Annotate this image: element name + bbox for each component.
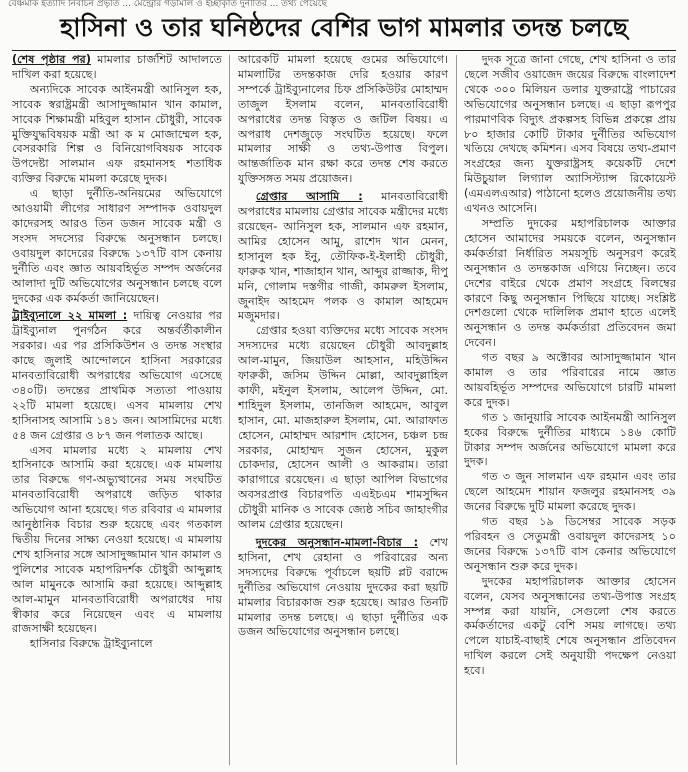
article-column-2 bbox=[238, 53, 448, 767]
paragraph: গত ৩ জুন সালমান এফ রহমান এবং তার ছেলে আহমেদ শায়ান ফজলুর রহমানসহ ৩৯ জনের বিরুদ্ধে দুটি মামলা করেছে দুদক। bbox=[464, 470, 676, 514]
paragraph: আরেকটি মামলা হয়েছে গুমের অভিযোগে। মামলাটির তদন্তকাজ দেরি হওয়ার কারণ সম্পর্কে ট্রাইব্যুনালের চিফ প্রসিকিউটর মোহাম্মদ তাজুল ইসলাম বলেন, মানবতাবিরোধী অপরাধের তদন্ত বিস্তৃত ও জটিল বিষয়। এ অপরাধ দেশজুড়ে সংঘটিত হয়েছে। ফলে মামলার সাক্ষী ও তথ্য-উপাত্ত বিপুল। আন্তর্জাতিক মান রক্ষা করে তদন্ত শেষ করতে যুক্তিসঙ্গত সময় প্রয়োজন। bbox=[238, 53, 448, 186]
subheading: গ্রেপ্তার আসামি : bbox=[255, 190, 363, 204]
paragraph: সম্প্রতি দুদকের মহাপরিচালক আক্তার হোসেন আমাদের সময়কে বলেন, অনুসন্ধান কর্মকর্তারা নির্ধারিত সময়সূচি অনুসরণ করেই অনুসন্ধান ও তদন্তকাজ এগিয়ে নিচ্ছেন। তবে দেশের বাইরে থেকে প্রমাণ সংগ্রহে বিলম্বের কারণে কিছু অনুসন্ধান পিছিয়ে যাচ্ছে। সংশ্লিষ্ট দেশগুলো থেকে দালিলিক প্রমাণ হাতে এলেই অনুসন্ধান ও তদন্ত কর্মকর্তারা প্রতিবেদন জমা দেবেন। bbox=[464, 216, 676, 350]
column-divider bbox=[456, 55, 457, 765]
continued-marker: (শেষ পৃষ্ঠার পর) bbox=[12, 53, 91, 66]
paragraph: এসব মামলার মধ্যে ২ মামলায় শেখ হাসিনাকে আসামি করা হয়েছে। এক মামলায় তার বিরুদ্ধে গণ-অভ্যুত্থানের সময় সংঘটিত মানবতাবিরোধী অপরাধে জড়িত থাকার অভিযোগ আনা হয়েছে। গত রবিবার এ মামলার আনুষ্ঠানিক বিচার শুরু হয়েছে এবং গতকাল দ্বিতীয় দিনের সাক্ষ্য নেওয়া হয়েছে। এ মামলায় শেখ হাসিনার সঙ্গে আসাদুজ্জামান খান কামাল ও পুলিশের সাবেক মহাপরিদর্শক চৌধুরী আব্দুল্লাহ আল মামুনকে আসামি করা হয়েছে। আব্দুল্লাহ আল-মামুন মানবতাবিরোধী অপরাধের দায় স্বীকার করে নিয়েছেন এবং এ মামলায় রাজসাক্ষী হয়েছেন। bbox=[12, 443, 222, 636]
paragraph: গত বছর ১৯ ডিসেম্বর সাবেক সড়ক পরিবহন ও সেতুমন্ত্রী ওবায়দুল কাদেরসহ ১০ জনের বিরুদ্ধে ১৩৭টি বাস কেনার অভিযোগে অনুসন্ধান শুরু করে দুদক। bbox=[464, 515, 676, 573]
paragraph: গত ১ জানুয়ারি সাবেক আইনমন্ত্রী আনিসুল হকের বিরুদ্ধে দুর্নীতির মাধ্যমে ১৪৬ কোটি টাকার সম্পদ অর্জনের অভিযোগে মামলা করে দুদক। bbox=[464, 410, 676, 469]
article-column-1 bbox=[12, 53, 222, 767]
paragraph: গ্রেপ্তার হওয়া ব্যক্তিদের মধ্যে সাবেক সংসদ সদস্যদের মধ্যে রয়েছেন চৌধুরী আবদুল্লাহ আল-মামুন, জিয়াউল আহসান, মহিউদ্দিন ফারুকী, জসিম উদ্দিন মোল্লা, আবদুল্লাহিল কাফী, মইনুল ইসলাম, আলেপ উদ্দিন, মো. শাহিদুল ইসলাম, তানজিল আহমেদ, আবুল হাসান, মো. মাজহারুল ইসলাম, মো. আরাফাত হোসেন, মোহাম্মদ আরশাদ হোসেন, চঞ্চল চন্দ্র সরকার, মোহাম্মদ সুজন হোসেন, মুকুল চোকদার, হোসেন আলী ও আকরাম। তারা কারাগারে রয়েছেন। এ ছাড়া আপিল বিভাগের অবসরপ্রাপ্ত বিচারপতি এএইচএম শামসুদ্দিন চৌধুরী মানিক ও সাবেক জ্যেষ্ঠ সচিব জাহাংগীর আলম গ্রেপ্তার হয়েছেন। bbox=[238, 324, 448, 532]
paragraph: ট্রাইব্যুনালে ২২ মামলা : দায়িত্ব নেওয়ার পর ট্রাইব্যুনাল পুনর্গঠন করে অন্তর্বর্তীকালীন সরকার। এর পর প্রসিকিউশন ও তদন্ত সংস্থার কাছে জুলাই আন্দোলনে হাসিনা সরকারের মানবতাবিরোধী অপরাধের অভিযোগ এসেছে ৩৪০টি। তদন্তের প্রাথমিক সত্যতা পাওয়ায় ২২টি মামলা হয়েছে। এসব মামলায় শেখ হাসিনাসহ আসামি ১৪১ জন। আসামিদের মধ্যে ৫৪ জন গ্রেপ্তার ও ৮৭ জন পলাতক আছে। bbox=[12, 309, 222, 442]
paragraph: এ ছাড়া দুর্নীতি-অনিয়মের অভিযোগে আওয়ামী লীগের সাধারণ সম্পাদক ওবায়দুল কাদেরসহ আরও তিন ডজন সাবেক মন্ত্রী ও সংসদ সদস্যের বিরুদ্ধে অনুসন্ধান চলছে। ওবায়দুল কাদেরের বিরুদ্ধে ১৩৭টি বাস কেনায় দুর্নীতি এবং জ্ঞাত আয়বহির্ভূত সম্পদ অর্জনের আলাদা দুটি অভিযোগের অনুসন্ধান চলছে বলে দুদকের এক কর্মকর্তা জানিয়েছেন। bbox=[12, 187, 222, 305]
article-column-3 bbox=[464, 53, 676, 767]
paragraph: হাসিনার বিরুদ্ধে ট্রাইব্যুনালে bbox=[29, 637, 153, 651]
headline-rule bbox=[12, 50, 676, 51]
paragraph: দুদক সূত্রে জানা গেছে, শেখ হাসিনা ও তার ছেলে সজীব ওয়াজেদ জয়ের বিরুদ্ধে বাংলাদেশ থেকে ৩০০ মিলিয়ন ডলার যুক্তরাষ্ট্রে পাচারের অভিযোগের অনুসন্ধান চলছে। এ ছাড়া রূপপুর পারমাণবিক বিদ্যুৎ প্রকল্পসহ বিভিন্ন প্রকল্পে প্রায় ৮০ হাজার কোটি টাকার দুর্নীতির অভিযোগ খতিয়ে দেখছে কমিশন। এসব বিষয়ে তথ্য-প্রমাণ সংগ্রহের জন্য যুক্তরাষ্ট্রসহ কয়েকটি দেশে মিউচুয়াল লিগ্যাল অ্যাসিস্ট্যান্স রিকোয়েস্ট (এমএলএআর) পাঠানো হলেও প্রয়োজনীয় তথ্য এখনও আসেনি। bbox=[464, 53, 676, 216]
article-headline: হাসিনা ও তার ঘনিষ্ঠদের বেশির ভাগ মামলার তদন্ত চলছে bbox=[60, 12, 628, 42]
paragraph: (শেষ পৃষ্ঠার পর) মামলার চার্জশিট আদালতে দাখিল করা হয়েছে। bbox=[12, 53, 222, 81]
paragraph: দুদকের মহাপরিচালক আক্তার হোসেন বলেন, যেসব অনুসন্ধানের তথ্য-উপাত্ত সংগ্রহ সম্পন্ন করা যায়নি, সেগুলো শেষ করতে কর্মকর্তাদের একটু বেশি সময় লাগছে। তথ্য পেলে যাচাই-বাছাই শেষে অনুসন্ধান প্রতিবেদন দাখিল করলে সেই অনুযায়ী পদক্ষেপ নেওয়া হবে। bbox=[464, 574, 676, 678]
subheading: ট্রাইব্যুনালে ২২ মামলা : bbox=[12, 309, 128, 323]
paragraph: দুদকের অনুসন্ধান-মামলা-বিচার : শেখ হাসিনা, শেখ রেহানা ও পরিবারের অন্য সদস্যদের বিরুদ্ধে পূর্বাচলে ছয়টি প্লট বরাদ্দে দুর্নীতির অভিযোগ নেওয়ায় দুদকের করা ছয়টি মামলার বিচারকাজ শুরু হয়েছে। আরও তিনটি মামলার তদন্ত চলছে। এ ছাড়া দুর্নীতির এক ডজন অভিযোগের অনুসন্ধান চলছে। bbox=[238, 536, 448, 639]
previous-article-strip: বেঞ্চমার্ক ইত্যাদি নির্বাচন প্রভৃতি ... মেন্ট্রোর গড়মিলি ও ইচ্ছাকৃতি দুর্নীতির ... তথ্য পেয়েছে bbox=[8, 0, 327, 8]
column-divider bbox=[229, 55, 230, 765]
paragraph: গ্রেপ্তার আসামি : মানবতাবিরোধী অপরাধের মামলায় গ্রেপ্তার সাবেক মন্ত্রীদের মধ্যে রয়েছেন- আনিসুল হক, সালমান এফ রহমান, আমির হোসেন আমু, রাশেদ খান মেনন, হাসানুল হক ইনু, তৌফিক-ই-ইলাহী চৌধুরী, ফারুক খান, শাজাহান খান, আব্দুর রাজ্জাক, দীপু মনি, গোলাম দস্তগীর গাজী, কামরুল ইসলাম, জুনাইদ আহমেদ পলক ও কামাল আহমেদ মজুমদার। bbox=[238, 190, 448, 323]
subheading: দুদকের অনুসন্ধান-মামলা-বিচার : bbox=[255, 536, 419, 549]
paragraph: অন্যদিকে সাবেক আইনমন্ত্রী আনিসুল হক, সাবেক স্বরাষ্ট্রমন্ত্রী আসাদুজ্জামান খান কামাল, সাবেক শিক্ষামন্ত্রী মহিবুল হাসান চৌধুরী, সাবেক মুক্তিযুদ্ধবিষয়ক মন্ত্রী আ ক ম মোজাম্মেল হক, বেসরকারি শিল্প ও বিনিয়োগবিষয়ক সাবেক উপদেষ্টা সালমান এফ রহমানসহ শতাধিক ব্যক্তির বিরুদ্ধে মামলা করেছে দুদক। bbox=[12, 82, 222, 186]
paragraph: গত বছর ৯ অক্টোবর আসাদুজ্জামান খান কামাল ও তার পরিবারের নামে জ্ঞাত আয়বহির্ভূত সম্পদের অভিযোগে চারটি মামলা করে দুদক। bbox=[464, 351, 676, 409]
